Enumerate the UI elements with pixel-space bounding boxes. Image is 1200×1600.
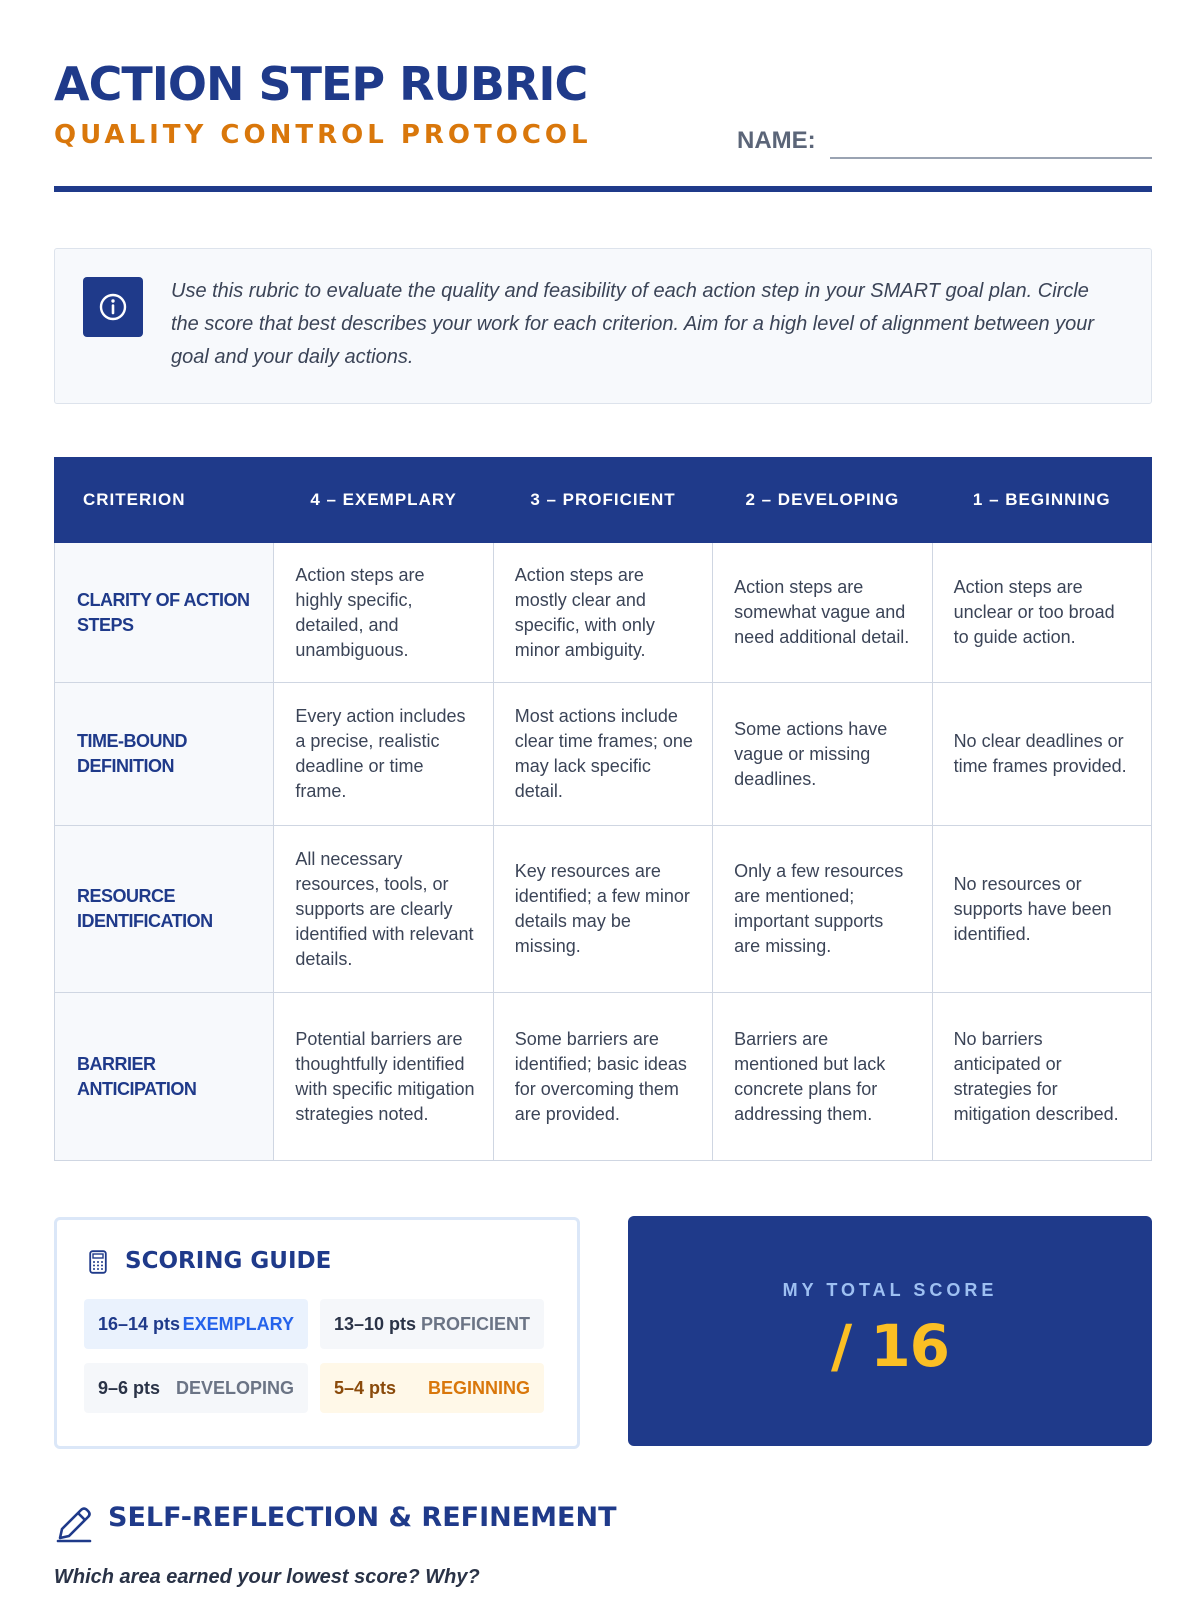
- score-cell[interactable]: Action steps are somewhat vague and need additional detail.: [713, 543, 932, 683]
- instructions-box: [54, 248, 1152, 404]
- score-cell[interactable]: Every action includes a precise, realistic deadline or time frame.: [274, 683, 493, 826]
- tier-points: 16–14 pts: [98, 1314, 181, 1334]
- tier-level: PROFICIENT: [420, 1314, 530, 1334]
- total-score-field[interactable]: / 16: [830, 1312, 950, 1380]
- score-tier-beginning: [320, 1363, 544, 1413]
- score-tier-exemplary: [84, 1299, 308, 1349]
- score-cell[interactable]: Action steps are mostly clear and specific, with only minor ambiguity.: [493, 543, 712, 683]
- tier-points: 9–6 pts: [98, 1378, 161, 1398]
- criterion-cell: BARRIER ANTICIPATION: [55, 993, 274, 1161]
- column-header: 1 – BEGINNING: [932, 458, 1151, 543]
- scoring-guide: [54, 1217, 580, 1449]
- pencil-icon: [54, 1504, 94, 1544]
- name-label: NAME:: [737, 127, 816, 154]
- column-header: 3 – PROFICIENT: [493, 458, 712, 543]
- table-row: [55, 993, 1152, 1161]
- score-tier-developing: [84, 1363, 308, 1413]
- score-cell[interactable]: Key resources are identified; a few minor details may be missing.: [493, 826, 712, 993]
- table-row: [55, 683, 1152, 826]
- score-cell[interactable]: Action steps are unclear or too broad to guide action.: [932, 543, 1151, 683]
- reflection-title: SELF-REFLECTION & REFINEMENT: [108, 1502, 617, 1533]
- reflection-question: Which area earned your lowest score? Why?: [54, 1566, 480, 1588]
- score-cell[interactable]: Only a few resources are mentioned; important supports are missing.: [713, 826, 932, 993]
- total-score-label: MY TOTAL SCORE: [782, 1280, 998, 1300]
- page-subtitle: QUALITY CONTROL PROTOCOL: [54, 120, 592, 150]
- info-icon: [83, 277, 143, 337]
- tier-points: 5–4 pts: [334, 1378, 397, 1398]
- score-cell[interactable]: Barriers are mentioned but lack concrete plans for addressing them.: [713, 993, 932, 1161]
- column-header: CRITERION: [55, 458, 274, 543]
- score-cell[interactable]: No barriers anticipated or strategies for mitigation described.: [932, 993, 1151, 1161]
- rubric-table: [54, 457, 1152, 1161]
- header-divider: [54, 186, 1152, 192]
- table-row: [55, 826, 1152, 993]
- table-row: [55, 543, 1152, 683]
- score-cell[interactable]: Potential barriers are thoughtfully identified with specific mitigation strategies noted.: [274, 993, 493, 1161]
- calculator-icon: [89, 1250, 107, 1274]
- criterion-cell: RESOURCE IDENTIFICATION: [55, 826, 274, 993]
- score-tier-proficient: [320, 1299, 544, 1349]
- criterion-cell: CLARITY OF ACTION STEPS: [55, 543, 274, 683]
- column-header: 4 – EXEMPLARY: [274, 458, 493, 543]
- score-cell[interactable]: Some barriers are identified; basic ideas for overcoming them are provided.: [493, 993, 712, 1161]
- score-cell[interactable]: Some actions have vague or missing deadlines.: [713, 683, 932, 826]
- score-cell[interactable]: All necessary resources, tools, or supports are clearly identified with relevant details.: [274, 826, 493, 993]
- scoring-guide-title: SCORING GUIDE: [125, 1248, 332, 1274]
- tier-level: BEGINNING: [427, 1378, 530, 1398]
- instructions-text: Use this rubric to evaluate the quality and feasibility of each action step in your SMART goal plan. Circle the score that best describes your work for each criterion. Aim for a high level of alignment between your goal and your daily actions.: [171, 280, 1095, 368]
- page-title: ACTION STEP RUBRIC: [54, 57, 588, 111]
- criterion-cell: TIME-BOUND DEFINITION: [55, 683, 274, 826]
- total-score-panel: [628, 1216, 1152, 1446]
- score-cell[interactable]: No clear deadlines or time frames provided.: [932, 683, 1151, 826]
- table-header-row: [55, 458, 1152, 543]
- name-field[interactable]: [830, 157, 1152, 159]
- score-cell[interactable]: Most actions include clear time frames; one may lack specific detail.: [493, 683, 712, 826]
- column-header: 2 – DEVELOPING: [713, 458, 932, 543]
- tier-level: DEVELOPING: [175, 1378, 294, 1398]
- tier-points: 13–10 pts: [334, 1314, 417, 1334]
- score-cell[interactable]: Action steps are highly specific, detailed, and unambiguous.: [274, 543, 493, 683]
- tier-level: EXEMPLARY: [182, 1314, 294, 1334]
- score-cell[interactable]: No resources or supports have been identified.: [932, 826, 1151, 993]
